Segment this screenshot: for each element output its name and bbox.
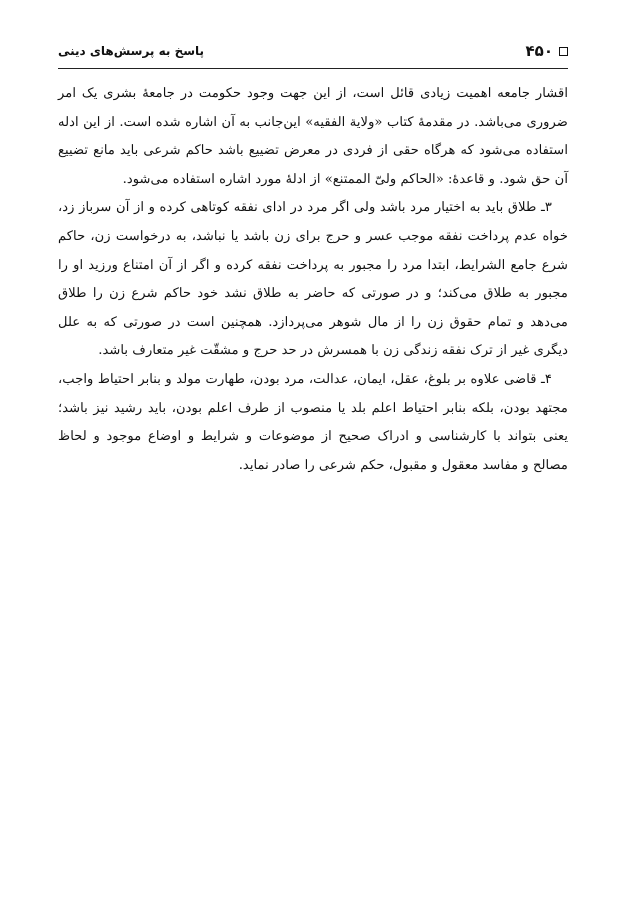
paragraph-item-3: ۳ـ طلاق باید به اختیار مرد باشد ولی اگر مرد در ادای نفقه کوتاهی کرده و از آن سرباز زد، خواه عدم پرداخت نفقه موجب عسر و حرج برای زن باشد یا نباشد، به درخواست زن، حاکم شرع جامع الشرایط، ابتدا مرد را مجبور به پرداخت نفقه کرده و اگر از آن امتناع ورزید او را مجبور به طلاق می‌کند؛ و در صورتی که حاضر به طلاق نشد خود حاکم شرع زن را طلاق می‌دهد و تمام حقوق زن را از مال شوهر می‌پردازد. همچنین است در صورتی که به علل دیگری غیر از ترک نفقه زندگی زن با همسرش در حد حرج و مشقّت غیر متعارف باشد. [58,200,568,359]
body-text [58,80,568,480]
page-number: ۴۵۰ [525,42,553,60]
running-title: پاسخ به پرسش‌های دینی [58,44,205,58]
paragraph-item-4: ۴ـ قاضی علاوه بر بلوغ، عقل، ایمان، عدالت، مرد بودن، طهارت مولد و بنابر احتیاط واجب، مجتهد بودن، بلکه بنابر احتیاط اعلم بلد یا منصوب از طرف اعلم بودن، باید رشید نیز باشد؛ یعنی بتواند با کارشناسی و ادراک صحیح از موضوعات و شرایط و اوضاع موجود و لحاظ مصالح و مفاسد معقول و مقبول، حکم شرعی را صادر نماید. [58,371,568,473]
page-number-block [526,42,568,60]
square-bullet-icon [559,47,568,56]
header-rule [58,68,568,69]
page-header [58,38,568,64]
paragraph-continuation: اقشار جامعه اهمیت زیادی قائل است، از این جهت وجود حکومت در جامعهٔ بشری یک امر ضروری می‌باشد. در مقدمهٔ کتاب «ولایة الفقیه» این‌جانب به آن اشاره شده است. از این ادله استفاده می‌شود که هرگاه حقی از فردی در معرض تضییع باشد حاکم شرعی باید مانع تضییع آن حق شود. و قاعدهٔ: «الحاکم ولیّ الممتنع» از ادلهٔ مورد اشاره استفاده می‌شود. [58,86,568,187]
